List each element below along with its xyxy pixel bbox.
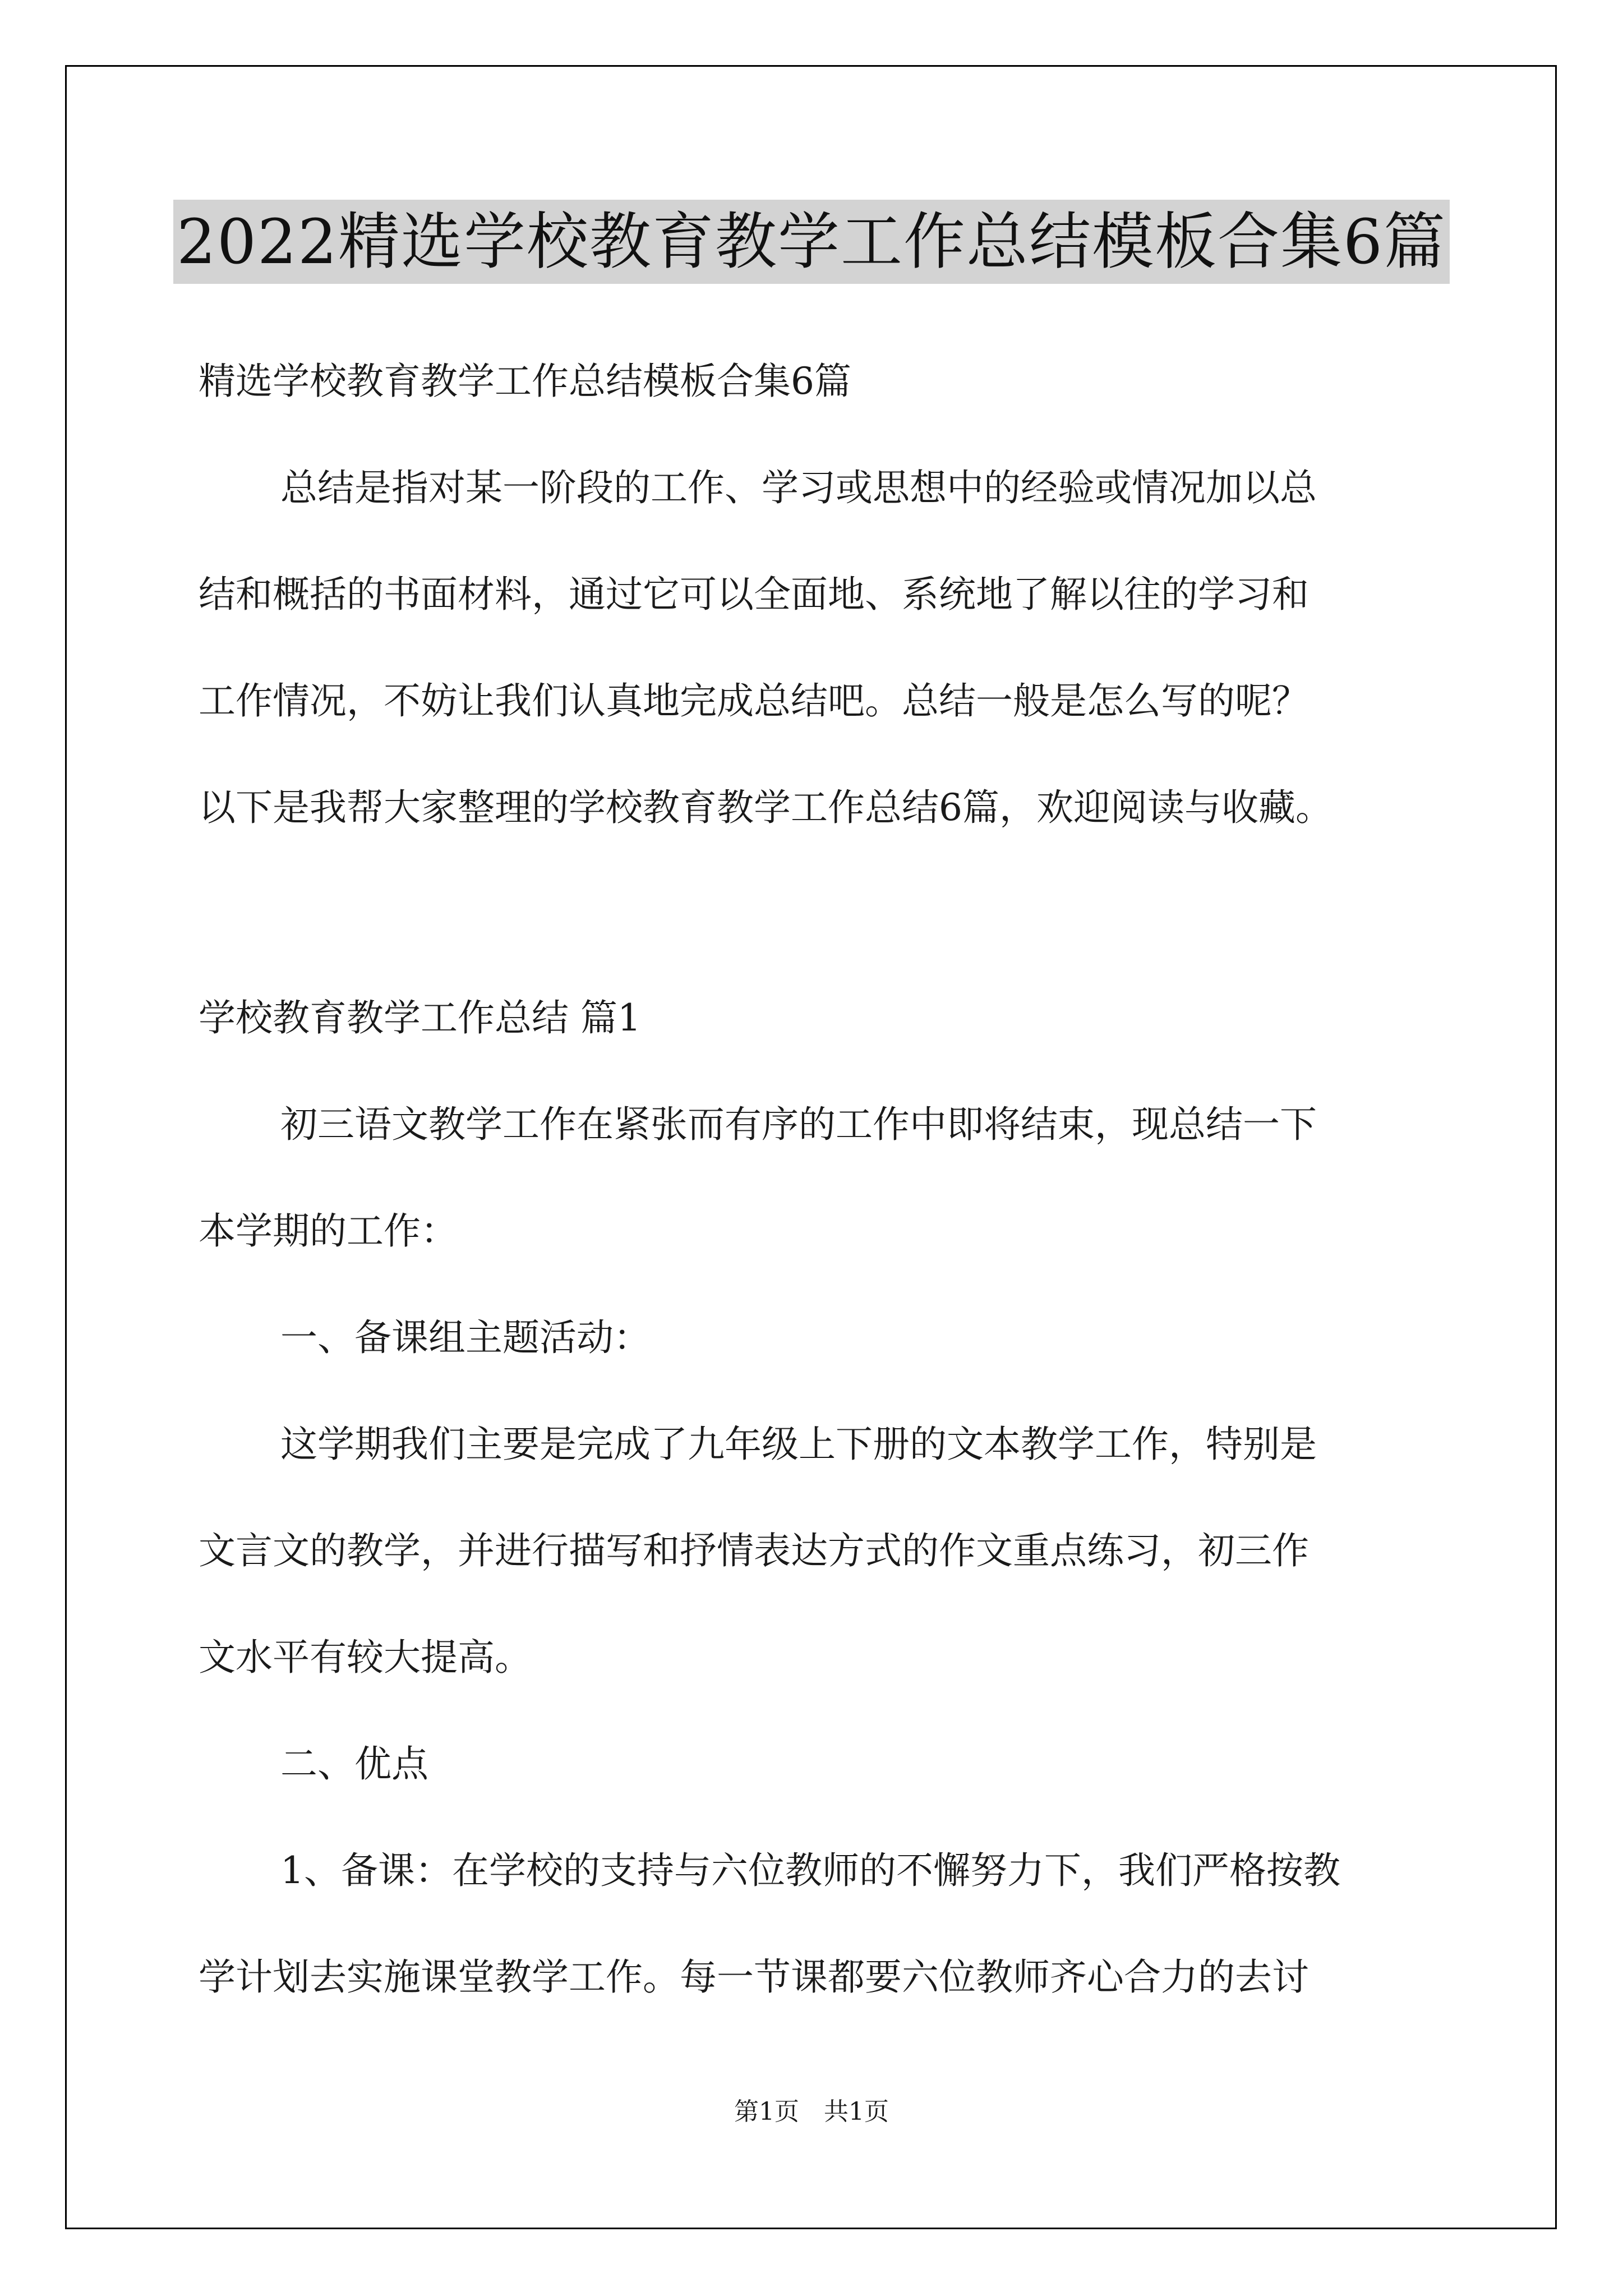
body-line: 初三语文教学工作在紧张而有序的工作中即将结束，现总结一下 — [280, 1103, 1317, 1146]
body-line: 文言文的教学，并进行描写和抒情表达方式的作文重点练习，初三作 — [199, 1529, 1309, 1572]
intro-line: 工作情况，不妨让我们认真地完成总结吧。总结一般是怎么写的呢？ — [199, 679, 1309, 723]
page-footer — [0, 2095, 1623, 2129]
body-line: 二、优点 — [280, 1742, 428, 1786]
body-line: 这学期我们主要是完成了九年级上下册的文本教学工作，特别是 — [280, 1423, 1317, 1466]
body-line: 一、备课组主题活动： — [280, 1316, 651, 1359]
body-line: 1、备课：在学校的支持与六位教师的不懈努力下，我们严格按教 — [280, 1849, 1340, 1892]
intro-line: 以下是我帮大家整理的学校教育教学工作总结6篇，欢迎阅读与收藏。 — [199, 786, 1332, 829]
body-line: 文水平有较大提高。 — [199, 1636, 532, 1679]
document-title: 2022精选学校教育教学工作总结模板合集6篇 — [173, 200, 1450, 284]
intro-line: 总结是指对某一阶段的工作、学习或思想中的经验或情况加以总 — [280, 466, 1317, 509]
section-heading: 学校教育教学工作总结 篇1 — [199, 996, 641, 1039]
intro-line: 结和概括的书面材料，通过它可以全面地、系统地了解以往的学习和 — [199, 573, 1309, 616]
document-subtitle: 精选学校教育教学工作总结模板合集6篇 — [199, 360, 851, 403]
body-line: 本学期的工作： — [199, 1209, 458, 1253]
body-line: 学计划去实施课堂教学工作。每一节课都要六位教师齐心合力的去讨 — [199, 1955, 1309, 1999]
page-number-total: 共1页 — [824, 2097, 889, 2126]
page-number-current: 第1页 — [734, 2097, 799, 2126]
title-container — [0, 200, 1623, 284]
